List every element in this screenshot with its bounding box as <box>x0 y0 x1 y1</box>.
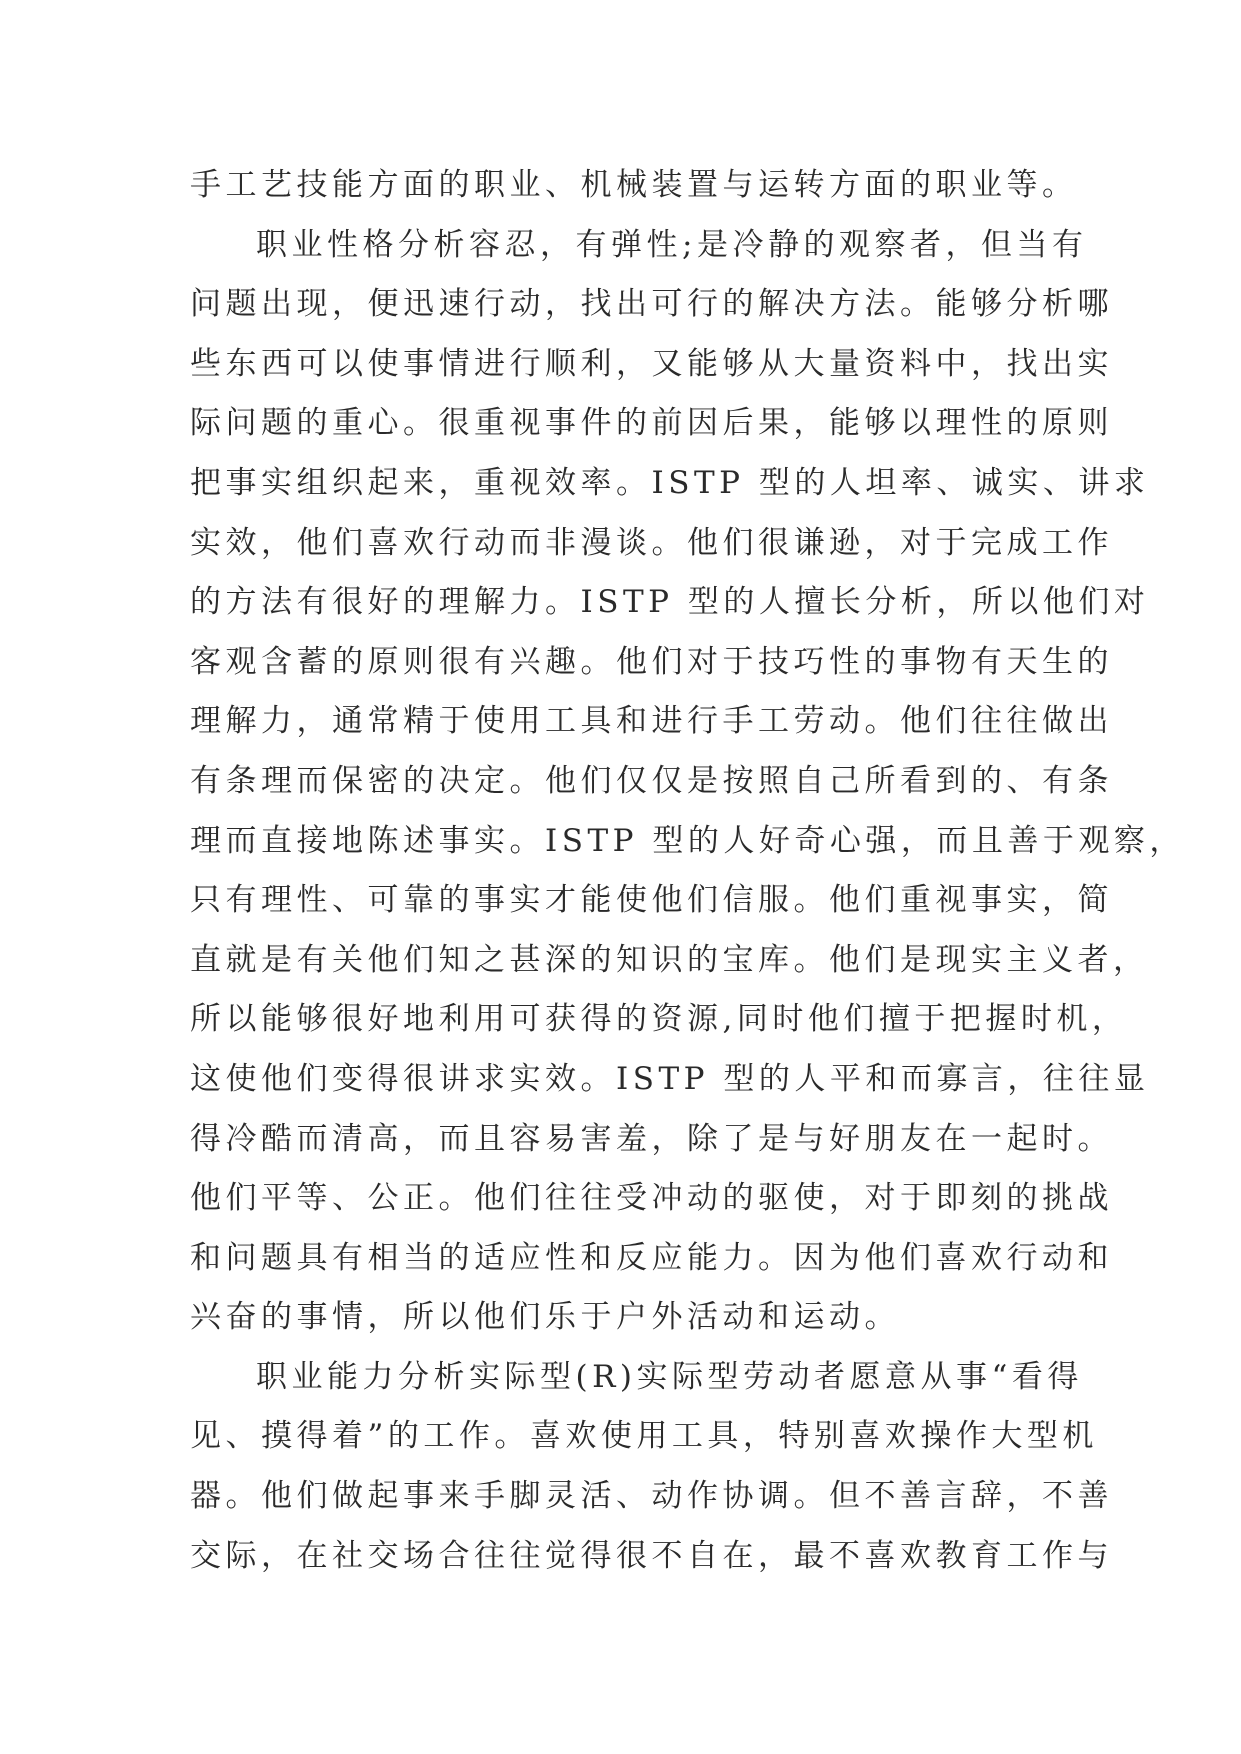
text-line: 和问题具有相当的适应性和反应能力。因为他们喜欢行动和 <box>190 1239 1113 1276</box>
text-line: 问题出现，便迅速行动，找出可行的解决方法。能够分析哪 <box>190 286 1113 323</box>
text-line: 器。他们做起事来手脚灵活、动作协调。但不善言辞，不善 <box>190 1478 1113 1515</box>
text-line: 些东西可以使事情进行顺利，又能够从大量资料中，找出实 <box>190 345 1113 382</box>
text-line: 得冷酷而清高，而且容易害羞，除了是与好朋友在一起时。 <box>190 1120 1113 1157</box>
text-line: 手工艺技能方面的职业、机械装置与运转方面的职业等。 <box>190 167 1078 203</box>
paragraph-first-line: 职业能力分析实际型(R)实际型劳动者愿意从事“看得 <box>256 1358 1083 1395</box>
paragraph-first-line: 职业性格分析容忍，有弹性;是冷静的观察者，但当有 <box>256 226 1088 263</box>
body-text <box>190 156 1185 1586</box>
text-line: 理而直接地陈述事实。ISTP 型的人好奇心强，而且善于观察， <box>190 822 1185 859</box>
text-line: 实效，他们喜欢行动而非漫谈。他们很谦逊，对于完成工作 <box>190 524 1113 561</box>
text-line: 兴奋的事情，所以他们乐于户外活动和运动。 <box>190 1299 900 1336</box>
text-line: 客观含蓄的原则很有兴趣。他们对于技巧性的事物有天生的 <box>190 643 1113 680</box>
text-line: 所以能够很好地利用可获得的资源,同时他们擅于把握时机， <box>190 1001 1128 1038</box>
text-line: 际问题的重心。很重视事件的前因后果，能够以理性的原则 <box>190 405 1113 442</box>
text-line: 直就是有关他们知之甚深的知识的宝库。他们是现实主义者， <box>190 941 1149 978</box>
text-line: 这使他们变得很讲求实效。ISTP 型的人平和而寡言，往往显 <box>190 1060 1150 1097</box>
text-line: 交际，在社交场合往往觉得很不自在，最不喜欢教育工作与 <box>190 1537 1113 1574</box>
text-line: 理解力，通常精于使用工具和进行手工劳动。他们往往做出 <box>190 703 1113 740</box>
text-line: 有条理而保密的决定。他们仅仅是按照自己所看到的、有条 <box>190 762 1113 799</box>
text-line: 把事实组织起来，重视效率。ISTP 型的人坦率、诚实、讲求 <box>190 464 1150 501</box>
text-line: 他们平等、公正。他们往往受冲动的驱使，对于即刻的挑战 <box>190 1180 1113 1217</box>
text-line: 只有理性、可靠的事实才能使他们信服。他们重视事实，简 <box>190 882 1113 919</box>
text-line: 见、摸得着”的工作。喜欢使用工具，特别喜欢操作大型机 <box>190 1418 1098 1455</box>
text-line: 的方法有很好的理解力。ISTP 型的人擅长分析，所以他们对 <box>190 584 1150 621</box>
